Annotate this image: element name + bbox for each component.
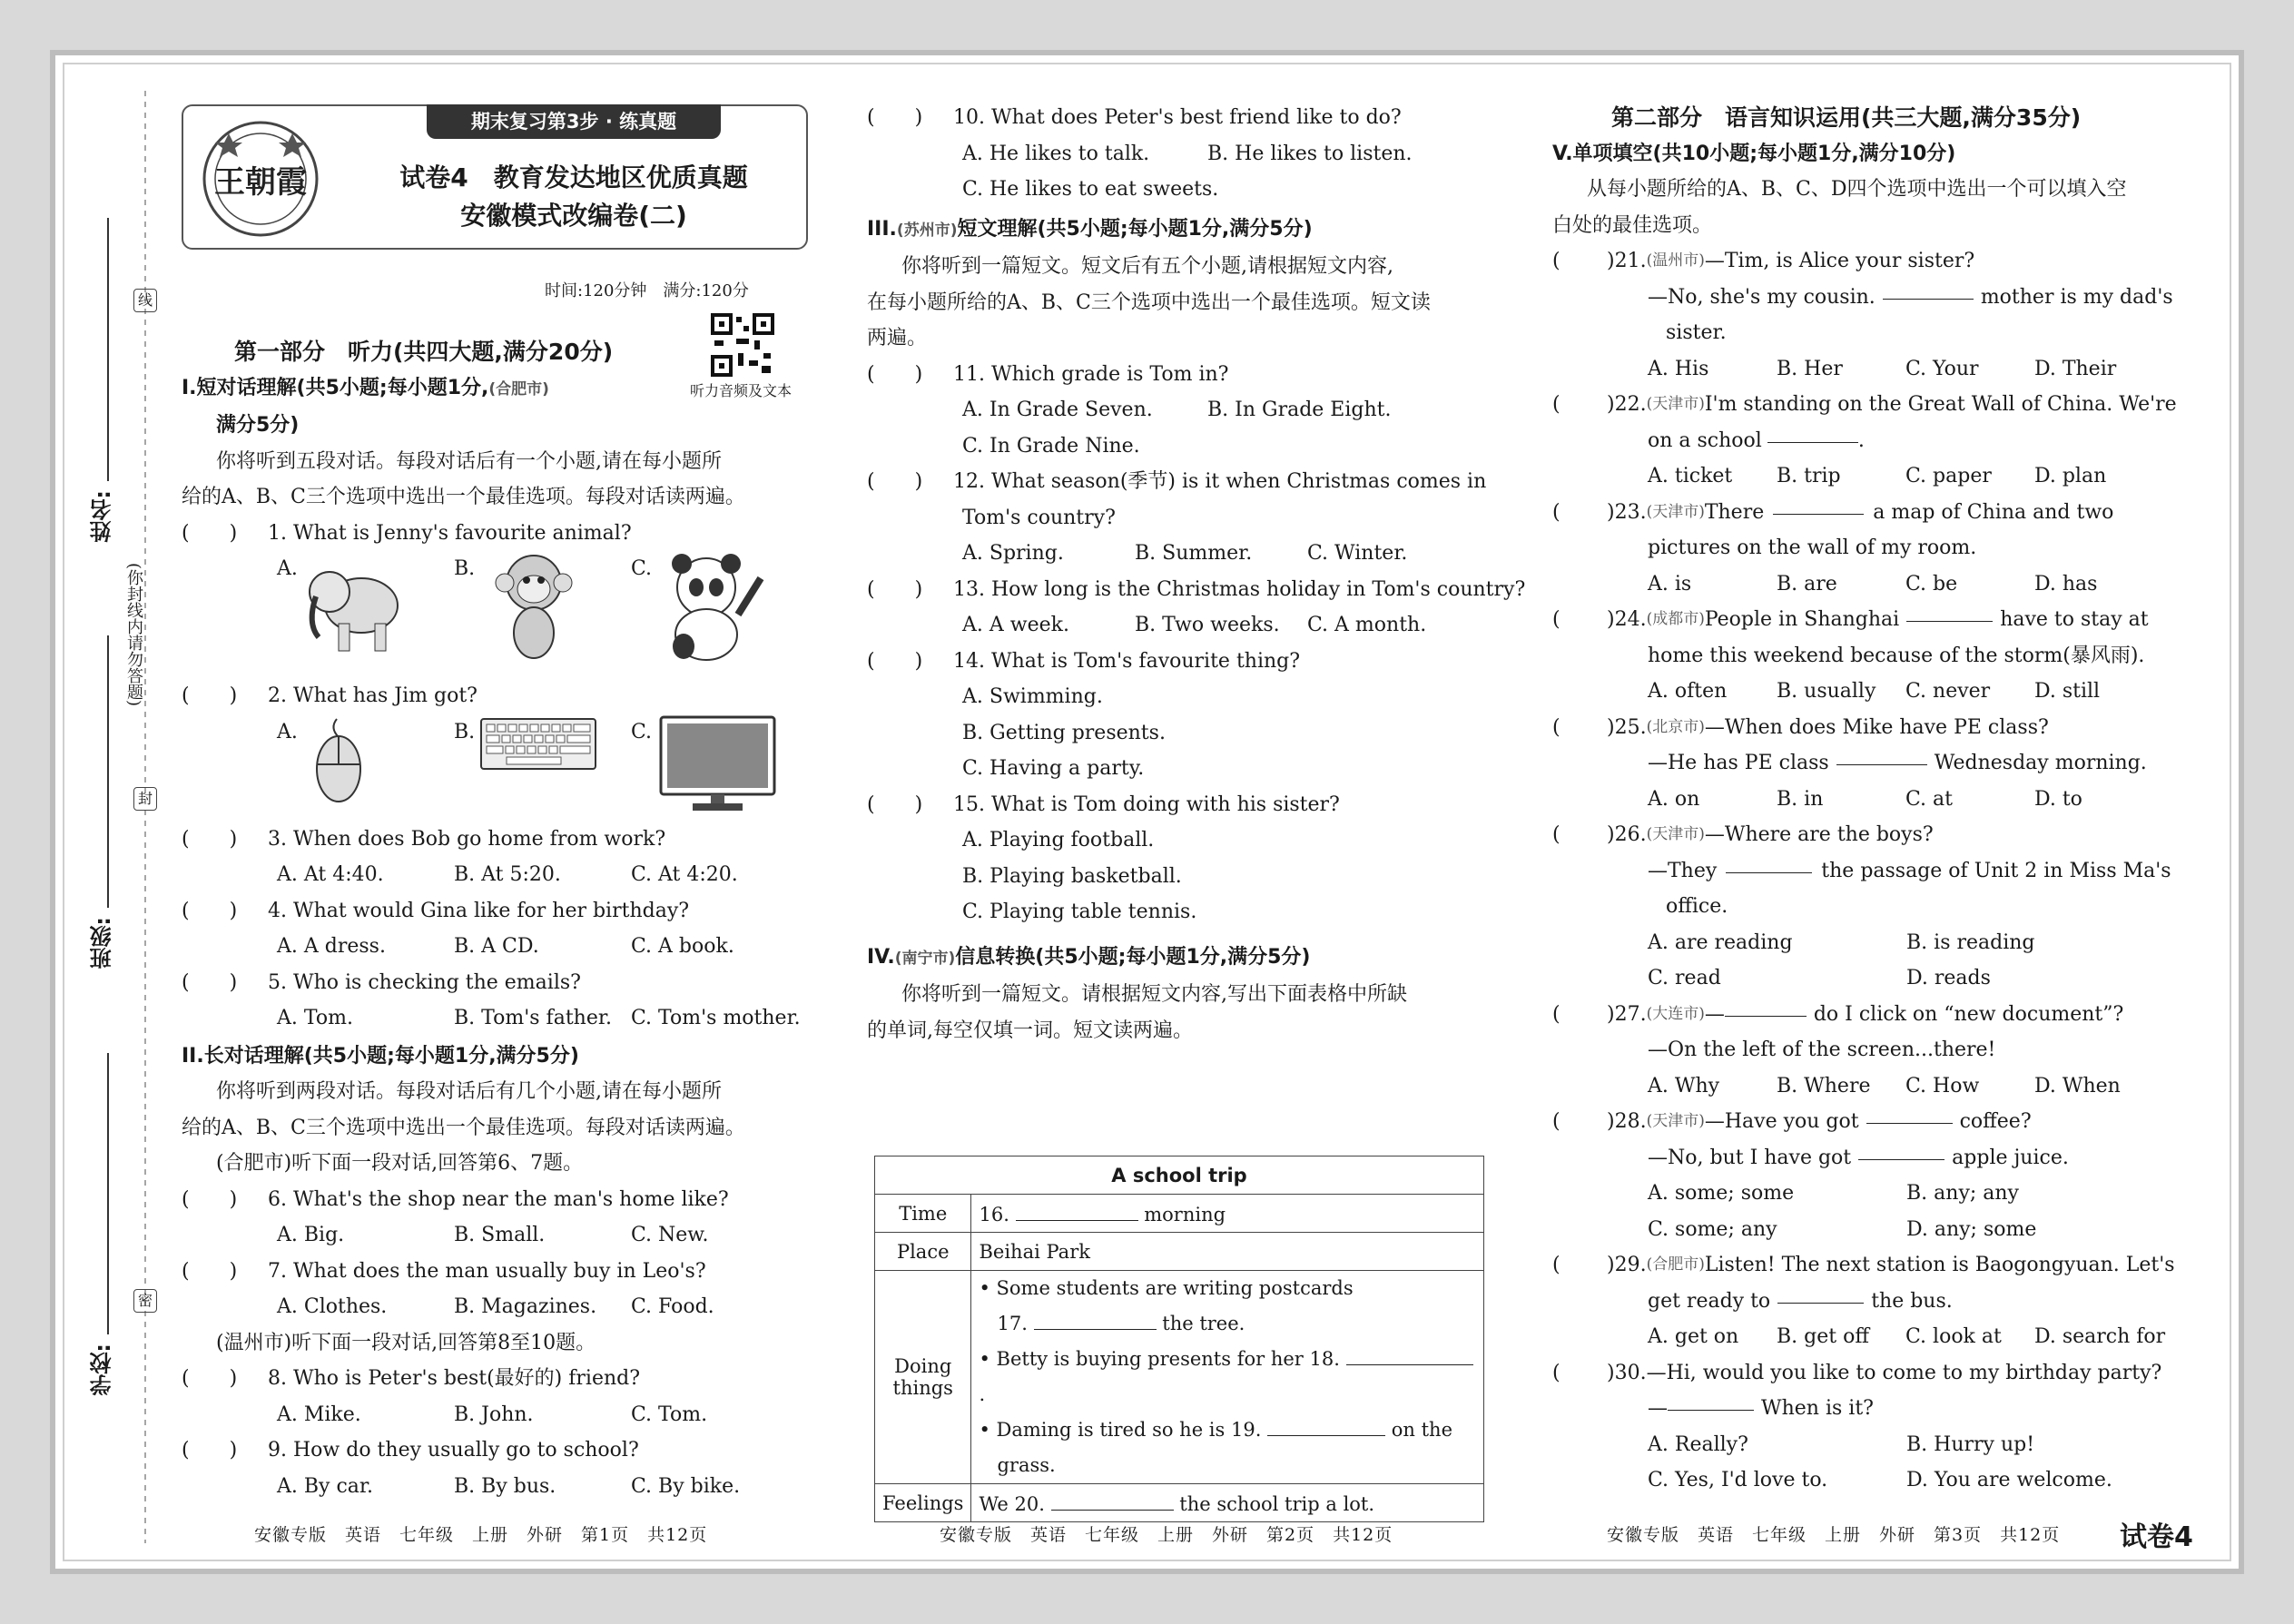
blank-20[interactable] — [1051, 1491, 1174, 1511]
column-2 — [867, 100, 1526, 1048]
section3-intro2: 在每小题所给的A、B、C三个选项中选出一个最佳选项。短文读 — [867, 290, 1431, 314]
q15-option-a: A. Playing football. — [962, 829, 1155, 851]
blank-30[interactable] — [1668, 1391, 1754, 1411]
section3-intro3: 两遍。 — [867, 327, 928, 349]
question-15: ( ) 15. What is Tom doing with his sister? — [867, 787, 1493, 823]
question-12: ( ) 12. What season(季节) is it when Christmas comes in — [867, 464, 1493, 500]
question-7: ( ) 7. What does the man usually buy in Leo's? — [182, 1254, 812, 1290]
blank-21[interactable] — [1883, 280, 1974, 300]
section1-intro2: 给的A、B、C三个选项中选出一个最佳选项。每段对话读两遍。 — [182, 486, 745, 508]
question-30: ( )30. —Hi, would you like to come to my birthday party? — [1552, 1355, 2197, 1392]
class-field[interactable] — [107, 635, 109, 908]
doing-line-18: • Betty is buying presents for her 18. . — [979, 1342, 1476, 1412]
blank-23[interactable] — [1773, 495, 1864, 515]
seal-mark-seal: 封 — [133, 787, 157, 811]
section4-intro1: 你将听到一篇短文。请根据短文内容,写出下面表格中所缺 — [901, 983, 1407, 1006]
question-14: ( ) 14. What is Tom's favourite thing? — [867, 644, 1493, 680]
section4-intro2: 的单词,每空仅填一词。短文读两遍。 — [867, 1019, 1193, 1042]
q12-options: A. Spring. B. Summer. C. Winter. — [962, 542, 1408, 565]
q10-options: A. He likes to talk. B. He likes to listen. — [962, 142, 1413, 165]
section1-city: (合肥市) — [488, 379, 549, 399]
q2-images — [182, 714, 812, 822]
brand-logo — [192, 115, 329, 242]
q29-line2: get ready to the bus. — [1552, 1284, 2197, 1320]
paper-title — [347, 159, 801, 235]
q5-options: A. Tom. B. Tom's father. C. Tom's mother. — [277, 1007, 801, 1029]
column-1 — [182, 334, 812, 1504]
question-25: ( )25. (北京市) —When does Mike have PE class? — [1552, 710, 2197, 746]
answer-slot[interactable]: ( ) — [182, 1439, 238, 1462]
blank-19[interactable] — [1267, 1416, 1385, 1436]
answer-slot[interactable]: ( — [1552, 1110, 1561, 1133]
doing-line-end: grass. — [997, 1454, 1056, 1476]
paper-header — [182, 104, 808, 250]
section1-heading — [182, 370, 812, 408]
table-title: A school trip — [875, 1156, 1484, 1195]
answer-slot[interactable]: ( — [1552, 608, 1561, 631]
q13-options: A. A week. B. Two weeks. C. A month. — [962, 614, 1427, 636]
section4-heading: IV.(南宁市)信息转换(共5小题;每小题1分,满分5分) — [867, 945, 1311, 969]
footer-page2: 安徽专版 英语 七年级 上册 外研 第2页 共12页 — [940, 1525, 1393, 1545]
answer-slot[interactable]: ( ) — [182, 684, 238, 707]
blank-18[interactable] — [1346, 1345, 1473, 1365]
blank-28b[interactable] — [1858, 1140, 1944, 1160]
q8-options: A. Mike. B. John. C. Tom. — [277, 1403, 708, 1426]
panda-icon — [656, 551, 774, 664]
section2-intro2: 给的A、B、C三个选项中选出一个最佳选项。每段对话读两遍。 — [182, 1116, 745, 1139]
question-22: ( )22. (天津市) I'm standing on the Great Wall of China. We're — [1552, 387, 2197, 423]
answer-slot[interactable]: ( — [1552, 250, 1561, 272]
q23-line2: pictures on the wall of my room. — [1648, 536, 1977, 559]
seal-mark-line: 线 — [133, 289, 157, 312]
question-26: ( )26. (天津市) —Where are the boys? — [1552, 817, 2197, 853]
answer-slot[interactable]: ( ) — [182, 1367, 238, 1390]
answer-slot[interactable]: ( ) — [867, 470, 923, 493]
dialogue2-heading: (温州市)听下面一段对话,回答第8至10题。 — [216, 1331, 596, 1354]
q24-options: A. often B. usually C. never D. still — [1648, 680, 2101, 703]
answer-slot[interactable]: ( ) — [867, 577, 923, 601]
q21-line2: —No, she's my cousin. mother is my dad's — [1552, 280, 2197, 316]
q6-options: A. Big. B. Small. C. New. — [277, 1224, 709, 1246]
q15-option-b: B. Playing basketball. — [962, 864, 1182, 888]
time-value: 16. morning — [971, 1195, 1484, 1233]
feelings-key: Feelings — [875, 1484, 971, 1522]
q30-line2: — When is it? — [1552, 1391, 2197, 1427]
blank-26[interactable] — [1726, 853, 1812, 873]
section3-heading: III.(苏州市)短文理解(共5小题;每小题1分,满分5分) — [867, 217, 1313, 241]
answer-slot[interactable]: ( — [1552, 1361, 1561, 1384]
q23-options: A. is B. are C. be D. has — [1648, 572, 2098, 595]
answer-slot[interactable]: ( ) — [182, 521, 238, 545]
class-label: 班级: — [90, 917, 115, 969]
question-1: ( ) 1. What is Jenny's favourite animal? — [182, 516, 812, 552]
place-key: Place — [875, 1233, 971, 1271]
question-27: ( )27. (大连市) — do I click on “new document”? — [1552, 997, 2197, 1033]
section5-intro1: 从每小题所给的A、B、C、D四个选项中选出一个可以填入空 — [1587, 178, 2127, 201]
footer-page3: 安徽专版 英语 七年级 上册 外研 第3页 共12页 — [1607, 1525, 2061, 1545]
question-2: ( ) 2. What has Jim got? — [182, 678, 812, 714]
blank-29[interactable] — [1777, 1284, 1864, 1304]
school-field[interactable] — [107, 1053, 109, 1334]
blank-22[interactable] — [1767, 423, 1858, 443]
q14-option-c: C. Having a party. — [962, 757, 1145, 780]
logo-text: 王朝霞 — [214, 164, 307, 201]
q28-options-cd: C. some; any D. any; some — [1648, 1217, 2037, 1241]
q3-options: A. At 4:40. B. At 5:20. C. At 4:20. — [277, 863, 738, 886]
q30-options-ab: A. Really? B. Hurry up! — [1648, 1432, 2035, 1456]
answer-slot[interactable]: ( ) — [867, 792, 923, 816]
question-28: ( )28. (天津市) —Have you got coffee? — [1552, 1104, 2197, 1140]
answer-slot[interactable]: ( — [1552, 715, 1561, 739]
section2-intro1: 你将听到两段对话。每段对话后有几个小题,请在每小题所 — [216, 1080, 722, 1103]
paper-title-line2: 安徽模式改编卷(二) — [460, 201, 687, 231]
q4-options: A. A dress. B. A CD. C. A book. — [277, 935, 734, 958]
blank-25[interactable] — [1836, 745, 1927, 765]
question-21: ( )21. (温州市) —Tim, is Alice your sister? — [1552, 243, 2197, 280]
section2-heading: II.长对话理解(共5小题;每小题1分,满分5分) — [182, 1044, 579, 1068]
section5-heading: V.单项填空(共10小题;每小题1分,满分10分) — [1552, 142, 1956, 165]
seal-note: (你封线内请勿答题) — [124, 563, 143, 707]
feelings-value: We 20. the school trip a lot. — [971, 1484, 1484, 1522]
blank-24[interactable] — [1906, 602, 1993, 622]
q27-line2: —On the left of the screen...there! — [1648, 1038, 1996, 1061]
answer-slot[interactable]: ( — [1552, 500, 1561, 524]
q1-option-a[interactable]: A. — [277, 551, 454, 678]
question-5: ( ) 5. Who is checking the emails? — [182, 965, 812, 1001]
q27-options: A. Why B. Where C. How D. When — [1648, 1074, 2121, 1097]
answer-slot[interactable]: ( ) — [867, 106, 923, 129]
doing-line-19: • Daming is tired so he is 19. on the — [979, 1412, 1476, 1448]
answer-slot[interactable]: ( ) — [867, 649, 923, 673]
blank-27[interactable] — [1725, 997, 1807, 1017]
q10-option-c: C. He likes to eat sweets. — [962, 178, 1219, 201]
answer-slot[interactable]: ( — [1552, 393, 1561, 416]
q1-images — [182, 551, 812, 678]
answer-slot[interactable]: ( — [1552, 1254, 1561, 1276]
place-value: Beihai Park — [971, 1233, 1484, 1271]
answer-slot[interactable]: ( — [1552, 1002, 1561, 1026]
footer-page1: 安徽专版 英语 七年级 上册 外研 第1页 共12页 — [254, 1525, 708, 1545]
q26-line2: —They the passage of Unit 2 in Miss Ma's — [1552, 853, 2197, 890]
q14-option-b: B. Getting presents. — [962, 721, 1166, 744]
q21-options: A. His B. Her C. Your D. Their — [1648, 357, 2117, 380]
q25-line2: —He has PE class Wednesday morning. — [1552, 745, 2197, 782]
section1-title: I.短对话理解(共5小题;每小题1分, — [182, 376, 489, 399]
q26-line3: office. — [1666, 895, 1728, 918]
answer-slot[interactable]: ( ) — [182, 899, 238, 922]
monkey-icon — [479, 551, 588, 664]
q1-option-b[interactable]: B. — [454, 551, 631, 678]
question-8: ( ) 8. Who is Peter's best(最好的) friend? — [182, 1361, 812, 1397]
mouse-icon — [302, 714, 375, 805]
answer-slot[interactable]: ( ) — [182, 970, 238, 994]
qr-caption: 听力音频及文本 — [690, 382, 793, 399]
answer-slot[interactable]: ( — [1552, 823, 1561, 846]
review-step-tag: 期末复习第3步 · 练真题 — [427, 104, 721, 139]
q2-option-a[interactable]: A. — [277, 714, 454, 822]
q11-option-c: C. In Grade Nine. — [962, 434, 1140, 458]
name-label: 姓名: — [90, 490, 115, 543]
blank-17[interactable] — [1034, 1310, 1157, 1330]
answer-slot[interactable]: ( ) — [182, 1187, 238, 1211]
q25-options: A. on B. in C. at D. to — [1648, 787, 2082, 811]
doing-line-17: 17. the tree. — [979, 1306, 1476, 1342]
q21-line3: sister. — [1666, 321, 1727, 344]
answer-slot[interactable]: ( ) — [182, 1259, 238, 1283]
column-3 — [1552, 100, 2197, 1499]
q15-option-c: C. Playing table tennis. — [962, 901, 1197, 923]
question-11: ( ) 11. Which grade is Tom in? — [867, 357, 1493, 393]
q9-options: A. By car. B. By bus. C. By bike. — [277, 1474, 741, 1498]
paper-title-line1: 试卷4 教育发达地区优质真题 — [399, 162, 748, 192]
q14-option-a: A. Swimming. — [962, 685, 1103, 708]
answer-slot[interactable]: ( ) — [182, 827, 238, 851]
monitor-icon — [656, 714, 779, 814]
question-13: ( ) 13. How long is the Christmas holiday in Tom's country? — [867, 572, 1493, 608]
q2-option-c[interactable]: C. — [631, 714, 808, 822]
question-6: ( ) 6. What's the shop near the man's home like? — [182, 1182, 812, 1218]
question-12-cont: Tom's country? — [962, 506, 1116, 529]
section1-heading-cont: 满分5分) — [216, 414, 300, 437]
q26-options-ab: A. are reading B. is reading — [1648, 930, 2035, 954]
q24-line2: home this weekend because of the storm(暴风雨). — [1648, 644, 2145, 667]
q11-options: A. In Grade Seven. B. In Grade Eight. — [962, 399, 1392, 421]
q7-options: A. Clothes. B. Magazines. C. Food. — [277, 1295, 714, 1318]
school-trip-table — [874, 1156, 1484, 1522]
elephant-icon — [302, 551, 411, 660]
blank-16[interactable] — [1016, 1201, 1138, 1221]
doing-key: Doing things — [875, 1271, 971, 1484]
time-score-info: 时间:120分钟 满分:120分 — [545, 281, 749, 300]
q28-line2: —No, but I have got apple juice. — [1552, 1140, 2197, 1176]
question-4: ( ) 4. What would Gina like for her birthday? — [182, 893, 812, 930]
answer-slot[interactable]: ( ) — [867, 362, 923, 386]
q22-options: A. ticket B. trip C. paper D. plan — [1648, 465, 2107, 487]
part1-heading: 第一部分 听力(共四大题,满分20分) — [234, 339, 614, 365]
section3-intro1: 你将听到一篇短文。短文后有五个小题,请根据短文内容, — [901, 255, 1393, 278]
name-field[interactable] — [107, 218, 109, 481]
time-key: Time — [875, 1195, 971, 1233]
question-29: ( )29. (合肥市) Listen! The next station is Baogongyuan. Let's — [1552, 1247, 2197, 1284]
question-24: ( )24. (成都市) People in Shanghai have to stay at — [1552, 602, 2197, 638]
blank-28a[interactable] — [1866, 1104, 1953, 1124]
school-label: 学校: — [90, 1343, 115, 1396]
question-3: ( ) 3. When does Bob go home from work? — [182, 822, 812, 858]
q30-options-cd: C. Yes, I'd love to. D. You are welcome. — [1648, 1469, 2112, 1491]
dialogue1-heading: (合肥市)听下面一段对话,回答第6、7题。 — [216, 1152, 584, 1175]
part2-heading: 第二部分 语言知识运用(共三大题,满分35分) — [1611, 104, 2082, 131]
doing-value: • Some students are writing postcards 17. the tree. • Betty is buying presents for her 18. . • Daming is tired so he is 19. on the grass. — [971, 1271, 1484, 1484]
q29-options: A. get on B. get off C. look at D. search for — [1648, 1325, 2166, 1348]
seal-mark-fold: 密 — [133, 1289, 157, 1313]
q22-line2: on a school . — [1552, 423, 2197, 459]
paper-number-badge: 试卷4 — [2120, 1521, 2193, 1553]
keyboard-icon — [479, 714, 597, 773]
section1-intro1: 你将听到五段对话。每段对话后有一个小题,请在每小题所 — [216, 449, 722, 473]
question-10: ( ) 10. What does Peter's best friend like to do? — [867, 100, 1493, 136]
question-23: ( )23. (天津市) There a map of China and two — [1552, 495, 2197, 531]
q26-options-cd: C. read D. reads — [1648, 967, 1991, 989]
question-9: ( ) 9. How do they usually go to school? — [182, 1432, 812, 1469]
q1-option-c[interactable]: C. — [631, 551, 808, 678]
q28-options-ab: A. some; some B. any; any — [1648, 1182, 2019, 1205]
section5-intro2: 白处的最佳选项。 — [1552, 213, 1713, 237]
q2-option-b[interactable]: B. — [454, 714, 631, 822]
